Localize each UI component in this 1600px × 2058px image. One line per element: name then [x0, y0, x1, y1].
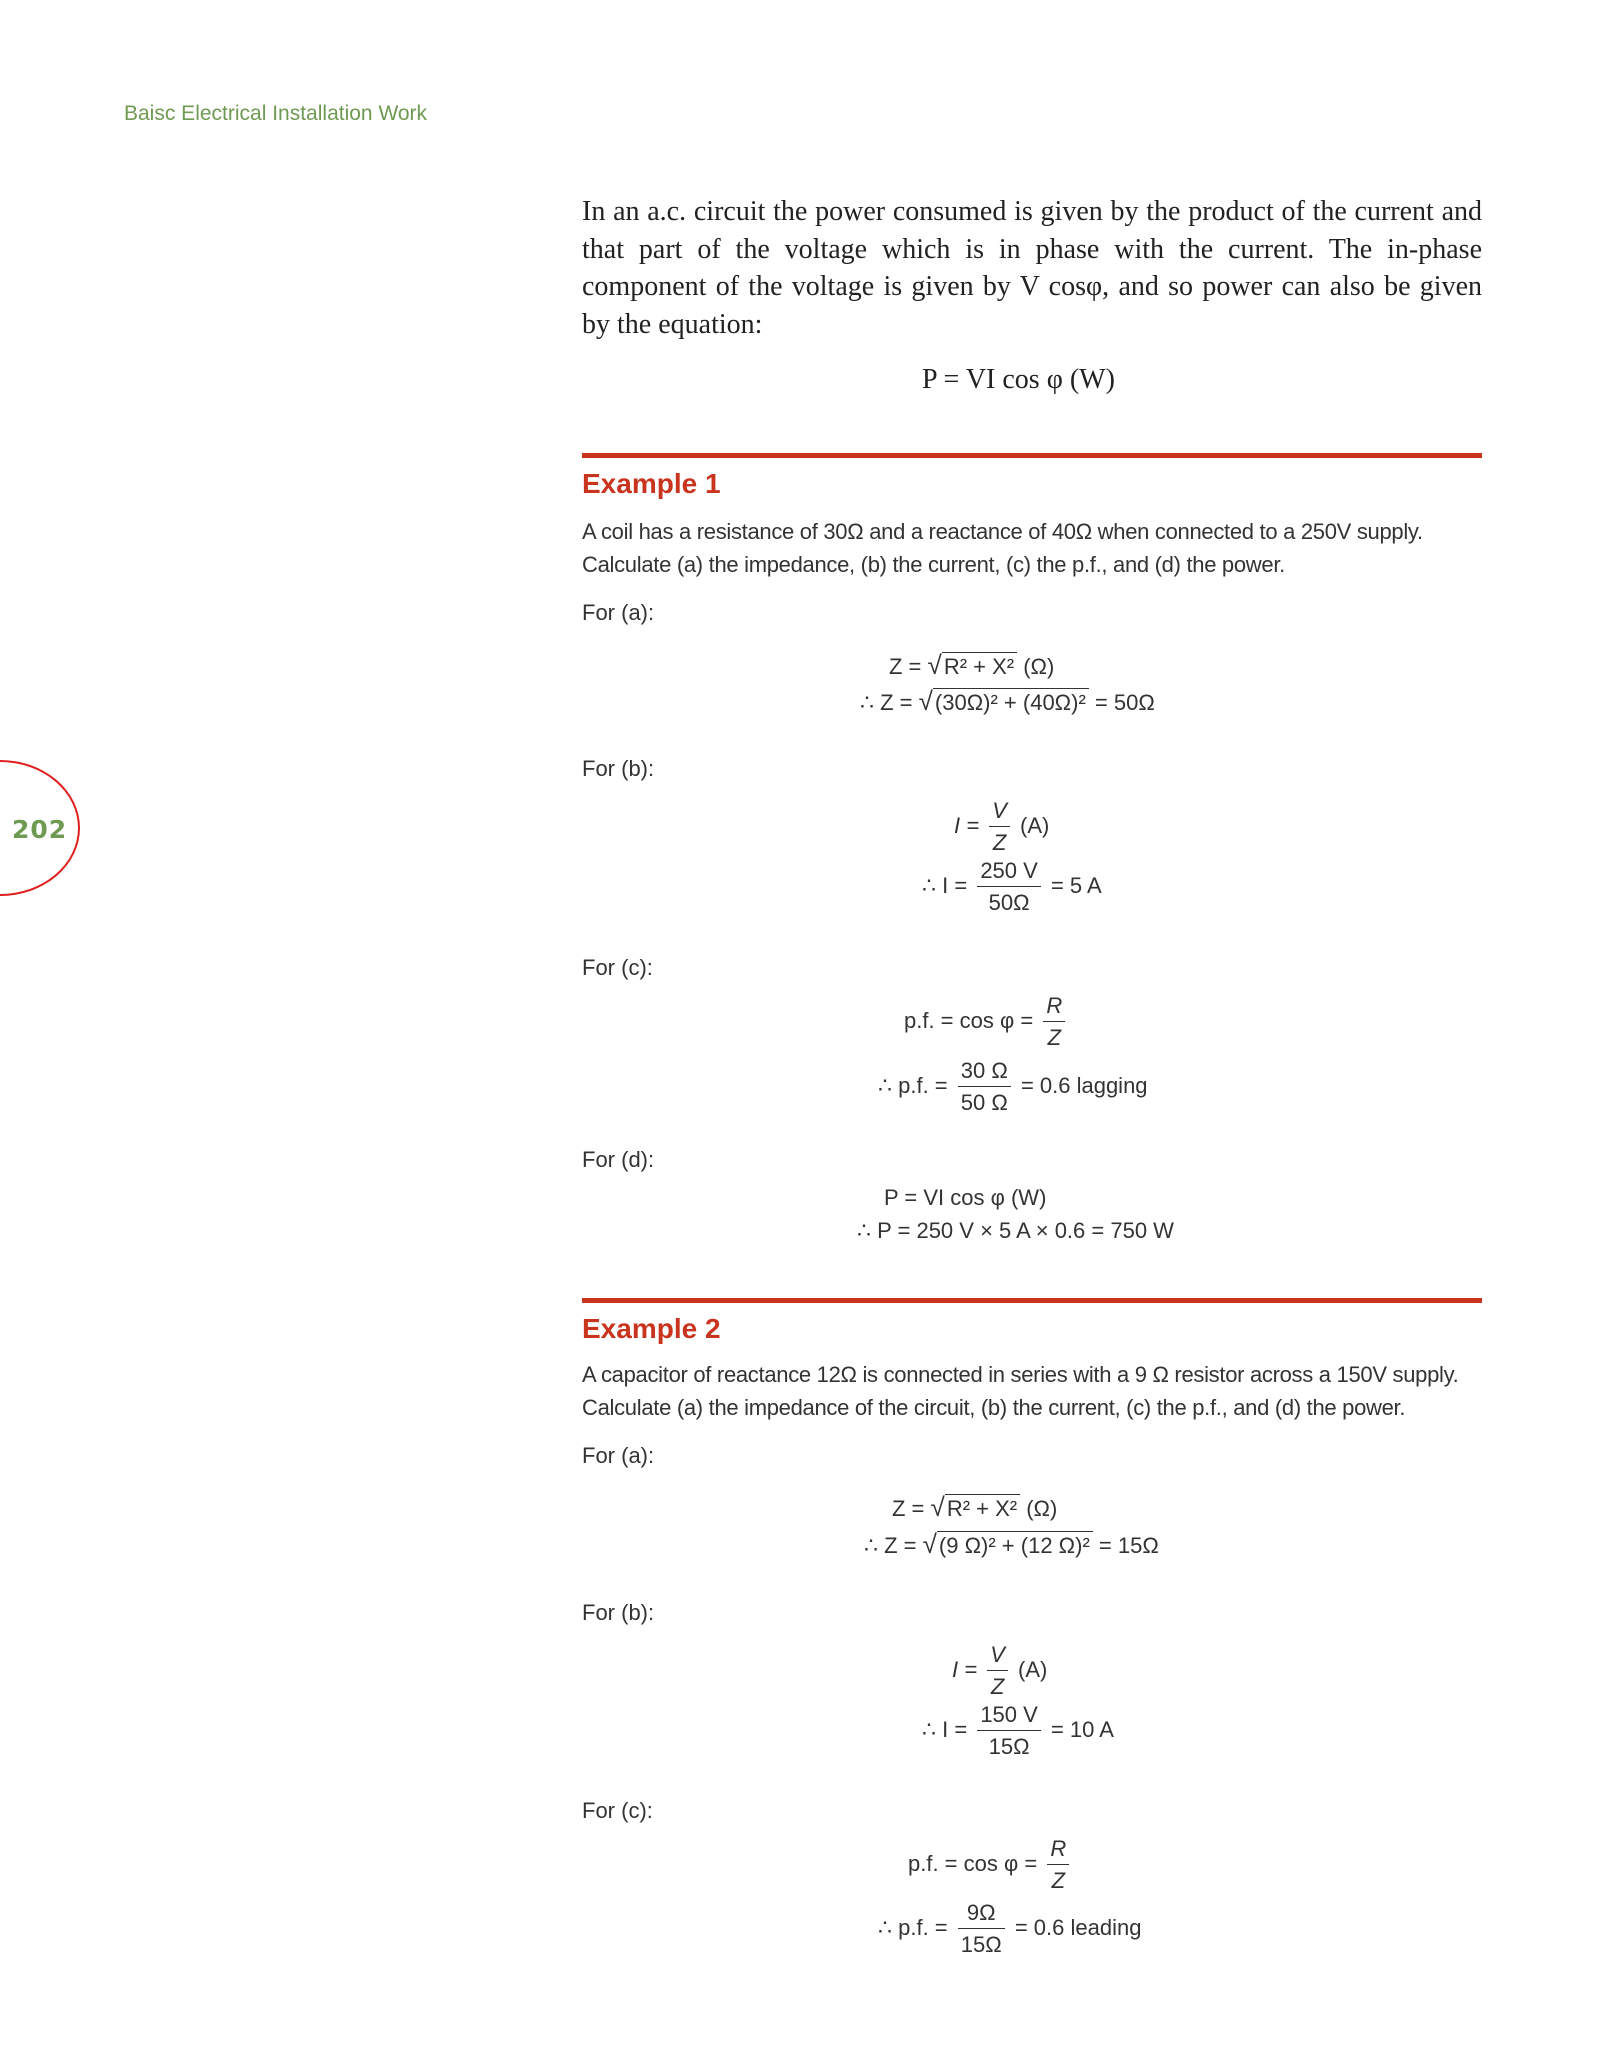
example-2-label-a: For (a): — [582, 1443, 655, 1468]
ex2-pf-formula — [908, 1836, 1073, 1894]
numerator: 30 Ω — [958, 1058, 1011, 1087]
eq-result: = 5 A — [1050, 872, 1102, 898]
example-2-title: Example 2 — [582, 1313, 721, 1344]
eq-lhs: ∴ Z = — [860, 690, 913, 715]
eq-result: = 50Ω — [1094, 690, 1155, 715]
ex1-power-calc: ∴ P = 250 V × 5 A × 0.6 = 750 W — [857, 1218, 1174, 1243]
radicand: (30Ω)² + (40Ω)² — [933, 688, 1089, 715]
fraction — [989, 798, 1010, 856]
eq-result: = 10 A — [1050, 1716, 1114, 1742]
eq-unit: (Ω) — [1023, 654, 1055, 679]
ex1-impedance-calc — [860, 688, 1155, 716]
eq-lhs: ∴ I = — [922, 1716, 968, 1742]
numerator: R — [1047, 1836, 1069, 1865]
example-1-label-c: For (c): — [582, 955, 653, 980]
fraction — [1043, 993, 1065, 1051]
eq-result: = 0.6 leading — [1014, 1914, 1142, 1940]
example-1-problem-line-1: A coil has a resistance of 30Ω and a reactance of 40Ω when connected to a 250V supply. — [582, 519, 1423, 544]
square-root: √(30Ω)² + (40Ω)² — [919, 688, 1089, 716]
ex1-pf-formula — [904, 993, 1069, 1051]
eq-unit: (A) — [1018, 1656, 1048, 1682]
square-root: √R² + X² — [928, 652, 1018, 680]
example-2-label-c: For (c): — [582, 1798, 653, 1823]
example-2-problem-line-1: A capacitor of reactance 12Ω is connected in series with a 9 Ω resistor across a 150V supply. — [582, 1362, 1459, 1387]
ex1-pf-calc — [878, 1058, 1148, 1116]
ex1-current-formula — [954, 798, 1049, 856]
eq-lhs: I = — [952, 1656, 978, 1682]
numerator: 250 V — [977, 858, 1041, 887]
square-root: √(9 Ω)² + (12 Ω)² — [923, 1531, 1093, 1559]
example-1-label-d: For (d): — [582, 1147, 655, 1172]
fraction — [977, 858, 1041, 916]
eq-unit: (A) — [1020, 812, 1050, 838]
eq-lhs: p.f. = cos φ = — [904, 1007, 1034, 1033]
ex2-pf-calc — [878, 1900, 1141, 1958]
eq-lhs: Z = — [889, 654, 922, 679]
numerator: 9Ω — [958, 1900, 1005, 1929]
ex2-current-formula — [952, 1642, 1047, 1700]
example-1-problem — [582, 515, 1482, 581]
numerator: V — [987, 1642, 1008, 1671]
denominator: 15Ω — [960, 1932, 1002, 1957]
denominator: 15Ω — [988, 1734, 1030, 1759]
denominator: Z — [1047, 1025, 1062, 1050]
radicand: (9 Ω)² + (12 Ω)² — [937, 1531, 1093, 1558]
eq-result: = 15Ω — [1098, 1533, 1159, 1558]
numerator: V — [989, 798, 1010, 827]
eq-lhs: p.f. = cos φ = — [908, 1850, 1038, 1876]
eq-lhs: I = — [954, 812, 980, 838]
eq-lhs: Z = — [892, 1496, 925, 1521]
eq-result: = 0.6 lagging — [1020, 1072, 1148, 1098]
fraction — [977, 1702, 1041, 1760]
example-2-rule — [582, 1298, 1482, 1303]
denominator: 50 Ω — [960, 1090, 1008, 1115]
fraction — [1047, 1836, 1069, 1894]
denominator: Z — [992, 830, 1007, 855]
running-head: Baisc Electrical Installation Work — [124, 102, 428, 125]
eq-lhs: ∴ p.f. = — [878, 1914, 948, 1940]
eq-lhs: ∴ I = — [922, 872, 968, 898]
example-1-label-b: For (b): — [582, 756, 655, 781]
power-equation: P = VI cos φ (W) — [922, 364, 1115, 395]
example-1-rule — [582, 453, 1482, 458]
example-1-label-a: For (a): — [582, 600, 655, 625]
example-2-problem — [582, 1358, 1482, 1424]
eq-lhs: ∴ p.f. = — [878, 1072, 948, 1098]
example-2-problem-line-2: Calculate (a) the impedance of the circuit, (b) the current, (c) the p.f., and (d) the power. — [582, 1395, 1406, 1420]
numerator: 150 V — [977, 1702, 1041, 1731]
eq-unit: (Ω) — [1026, 1496, 1058, 1521]
example-1-title: Example 1 — [582, 468, 721, 499]
denominator: Z — [1051, 1868, 1066, 1893]
page-number: 202 — [12, 815, 68, 844]
example-1-problem-line-2: Calculate (a) the impedance, (b) the current, (c) the p.f., and (d) the power. — [582, 552, 1285, 577]
ex1-current-calc — [922, 858, 1102, 916]
radicand: R² + X² — [942, 652, 1017, 679]
numerator: R — [1043, 993, 1065, 1022]
fraction — [987, 1642, 1008, 1700]
fraction — [958, 1058, 1011, 1116]
ex1-power-formula: P = VI cos φ (W) — [884, 1185, 1047, 1210]
eq-lhs: ∴ Z = — [864, 1533, 917, 1558]
ex2-impedance-formula — [892, 1494, 1057, 1522]
radicand: R² + X² — [945, 1494, 1020, 1521]
square-root: √R² + X² — [931, 1494, 1021, 1522]
ex1-impedance-formula — [889, 652, 1054, 680]
denominator: Z — [990, 1674, 1005, 1699]
ex2-current-calc — [922, 1702, 1114, 1760]
example-2-label-b: For (b): — [582, 1600, 655, 1625]
fraction — [958, 1900, 1005, 1958]
intro-paragraph: In an a.c. circuit the power consumed is given by the product of the current and that part of the voltage which is in phase with the current. The in-phase component of the voltage is given by V cosφ, and so power can also be given by the equation: — [582, 196, 1482, 340]
denominator: 50Ω — [988, 890, 1030, 915]
ex2-impedance-calc — [864, 1531, 1159, 1559]
